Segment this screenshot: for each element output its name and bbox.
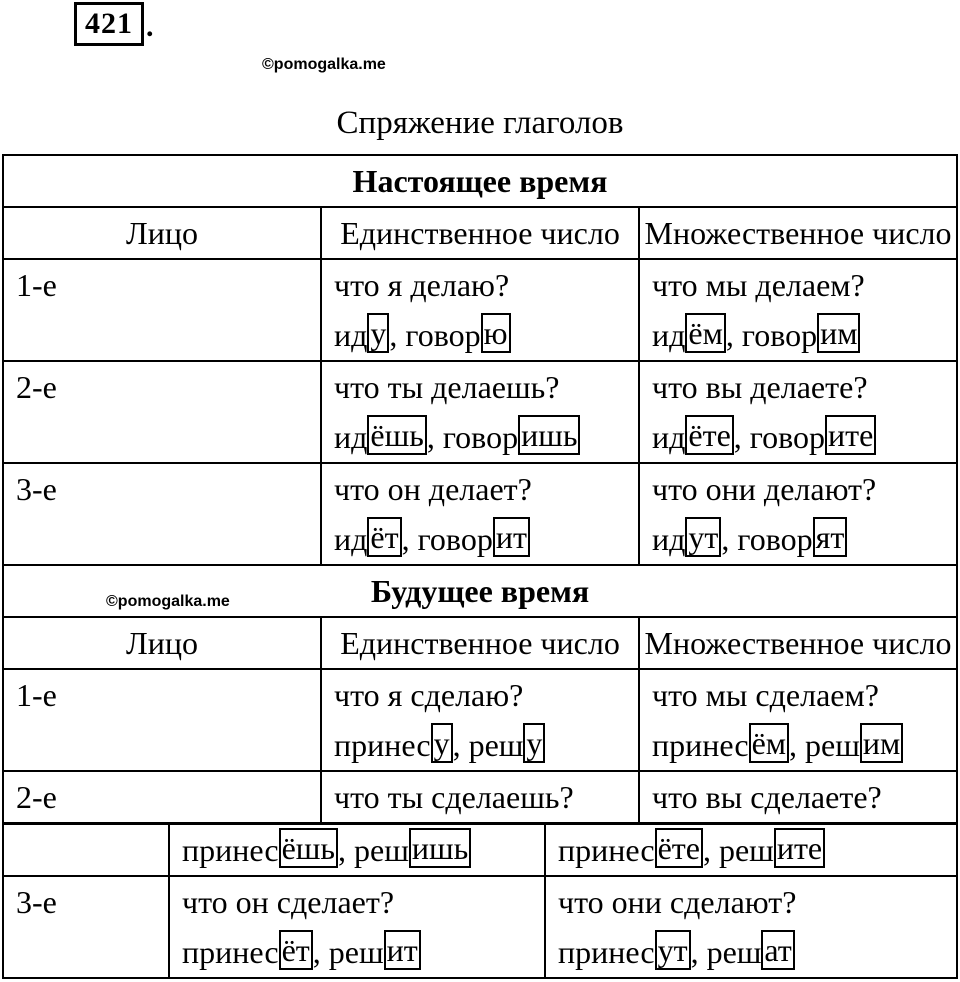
verb-stem: принес [182,934,279,970]
verb-ending: ёт [279,930,313,970]
separator: , [733,419,750,455]
question-text: что вы делаете? [652,369,868,405]
verb-ending: ит [384,930,421,970]
separator: , [389,317,406,353]
table-row [3,259,957,361]
verb-ending: у [431,723,453,763]
verb-stem: реш [718,832,774,868]
col-singular-header: Единственное число [321,207,639,259]
verb-stem: реш [354,832,409,868]
question-text: что я сделаю? [334,677,524,713]
plural-cell [545,824,957,876]
plural-cell: что вы сделаете? [639,771,957,823]
present-heading-row [3,155,957,207]
plural-cell [639,463,957,565]
singular-cell [321,259,639,361]
singular-cell: что ты сделаешь? [321,771,639,823]
verb-stem: принес [558,934,655,970]
separator: , [312,934,329,970]
plural-cell [545,876,957,978]
verb-forms [334,412,638,462]
singular-cell [169,876,545,978]
plural-cell [639,259,957,361]
verb-ending: ут [655,930,691,970]
col-person-header: Лицо [3,207,321,259]
verb-ending: ите [825,415,876,455]
verb-stem: говор [442,419,519,455]
verb-ending: у [523,723,545,763]
question-text: что ты делаешь? [334,369,560,405]
person-cell: 3-е [3,876,169,978]
table-row [3,669,957,771]
col-singular-header: Единственное число [321,617,639,669]
verb-stem: реш [706,934,762,970]
table-row [3,824,957,876]
verb-ending: ишь [409,828,471,868]
verb-forms [652,720,956,770]
watermark-middle: ©pomogalka.me [106,593,230,610]
question-text: что я делаю? [334,267,510,303]
verb-ending: ят [813,517,848,557]
singular-cell [321,463,639,565]
verb-ending: ат [761,930,794,970]
verb-stem: говор [741,317,818,353]
col-plural-header: Множественное число [639,617,957,669]
singular-cell [321,669,639,771]
verb-stem: ид [652,419,686,455]
page-title: Спряжение глаголов [336,105,624,141]
col-person-header: Лицо [3,617,321,669]
verb-stem: говор [417,521,493,557]
verb-forms [182,927,544,977]
verb-forms [334,514,638,564]
table-row [3,876,957,978]
verb-stem: принес [558,832,655,868]
verb-ending: ю [481,313,511,353]
person-cell: 2-е [3,771,321,823]
person-cell: 1-е [3,669,321,771]
verb-ending: ёшь [367,415,426,455]
table-row [3,463,957,565]
verb-ending: им [817,313,860,353]
verb-ending: ишь [518,415,580,455]
question-text: что они сделают? [558,884,797,920]
question-text: что мы сделаем? [652,677,879,713]
separator: , [789,727,806,763]
watermark-top: ©pomogalka.me [262,56,386,73]
exercise-number-dot: . [146,10,154,43]
verb-stem: ид [334,317,368,353]
verb-forms [652,412,956,462]
separator: , [702,832,719,868]
separator: , [721,521,738,557]
verb-ending: ём [685,313,725,353]
present-column-headers [3,207,957,259]
conjugation-table [2,154,958,824]
verb-ending: ёте [685,415,733,455]
separator: , [338,832,355,868]
present-heading: Настоящее время [3,155,957,207]
future-heading-cell [3,565,957,617]
singular-cell [169,824,545,876]
verb-ending: ут [685,517,721,557]
col-plural-header: Множественное число [639,207,957,259]
separator: , [426,419,443,455]
person-cell: 2-е [3,361,321,463]
verb-stem: реш [805,727,860,763]
separator: , [690,934,707,970]
question-text: что мы делаем? [652,267,865,303]
exercise-number-box: 421 [74,2,144,46]
person-cell: 1-е [3,259,321,361]
verb-forms [334,720,638,770]
verb-ending: ёшь [279,828,338,868]
future-heading: Будущее время [370,573,590,609]
verb-stem: говор [405,317,481,353]
verb-ending: им [860,723,903,763]
verb-ending: у [367,313,389,353]
verb-stem: принес [652,727,749,763]
verb-forms [558,927,956,977]
separator: , [725,317,742,353]
separator: , [452,727,469,763]
verb-stem: ид [334,419,368,455]
person-cell: 3-е [3,463,321,565]
verb-ending: ём [749,723,789,763]
verb-forms [652,310,956,360]
verb-ending: ёт [367,517,401,557]
verb-stem: принес [182,832,279,868]
separator: , [401,521,418,557]
verb-ending: ит [493,517,530,557]
question-text: что он делает? [334,471,532,507]
verb-stem: принес [334,727,431,763]
verb-stem: ид [652,521,686,557]
table-row [3,771,957,823]
verb-stem: реш [468,727,524,763]
question-text: что они делают? [652,471,877,507]
question-text: что он сделает? [182,884,395,920]
verb-forms [334,310,638,360]
conjugation-table-continued [2,823,958,979]
verb-stem: ид [652,317,686,353]
verb-ending: ёте [655,828,703,868]
verb-stem: реш [328,934,384,970]
future-heading-row [3,565,957,617]
singular-cell [321,361,639,463]
plural-cell [639,361,957,463]
verb-ending: ите [774,828,825,868]
plural-cell [639,669,957,771]
person-cell [3,824,169,876]
verb-stem: говор [749,419,826,455]
verb-stem: говор [737,521,813,557]
exercise-number [74,2,154,46]
verb-forms [652,514,956,564]
table-row [3,361,957,463]
verb-stem: ид [334,521,368,557]
